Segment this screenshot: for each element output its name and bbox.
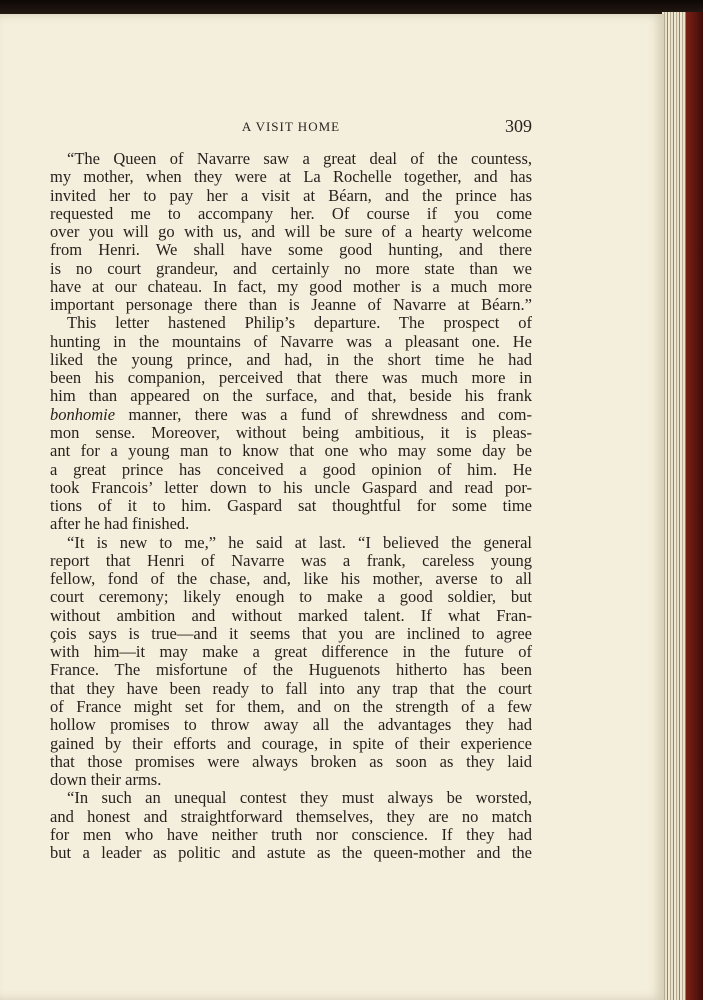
- text-line: ant for a young man to know that one who may some day be: [50, 442, 532, 461]
- text-line: France. The misfortune of the Huguenots hitherto has been: [50, 661, 532, 680]
- text-line: my mother, when they were at La Rochelle together, and has: [50, 168, 532, 187]
- text-line: down their arms.: [50, 771, 162, 790]
- text-line: invited her to pay her a visit at Béarn, and the prince has: [50, 186, 532, 205]
- text-line: took Francois’ letter down to his uncle Gaspard and read por-: [50, 478, 532, 497]
- text-line: have at our chateau. In fact, my good mother is a much more: [50, 277, 532, 296]
- text-line: “It is new to me,” he said at last. “I believed the general: [67, 533, 532, 552]
- text-line: after he had finished.: [50, 515, 190, 534]
- page-number: 309: [505, 116, 532, 136]
- text-line: bonhomie manner, there was a fund of shrewdness and com-: [50, 405, 532, 424]
- text-line: is no court grandeur, and certainly no more state than we: [50, 259, 532, 278]
- text-line: important personage there than is Jeanne of Navarre at Béarn.”: [50, 296, 532, 315]
- text-line: “In such an unequal contest they must always be worsted,: [67, 789, 532, 808]
- text-line: tions of it to him. Gaspard sat thoughtful for some time: [50, 497, 532, 516]
- text-line: hollow promises to throw away all the advantages they had: [50, 716, 532, 735]
- book-binding: [686, 12, 703, 1000]
- text-line: hunting in the mountains of Navarre was a pleasant one. He: [50, 332, 532, 351]
- text-line: of France might set for them, and on the strength of a few: [50, 697, 532, 716]
- page-header: [50, 116, 532, 140]
- text-line: gained by their efforts and courage, in spite of their experience: [50, 734, 532, 753]
- text-line: without ambition and without marked talent. If what Fran-: [50, 606, 532, 625]
- text-line: fellow, fond of the chase, and, like his mother, averse to all: [50, 570, 532, 589]
- text-line: been his companion, perceived that there was much more in: [50, 369, 532, 388]
- text-line: court ceremony; likely enough to make a good soldier, but: [50, 588, 532, 607]
- text-line: for men who have neither truth nor conscience. If they had: [50, 825, 532, 844]
- text-line: that they have been ready to fall into any trap that the court: [50, 679, 532, 698]
- text-line: that those promises were always broken as soon as they laid: [50, 752, 532, 771]
- text-line: liked the young prince, and had, in the short time he had: [50, 350, 532, 369]
- text-line: a great prince has conceived a good opinion of him. He: [50, 460, 532, 479]
- text-line: with him—it may make a great difference in the future of: [50, 643, 532, 662]
- text-line: him than appeared on the surface, and that, beside his frank: [50, 387, 532, 406]
- body-text: [50, 150, 532, 862]
- text-line: “The Queen of Navarre saw a great deal of the countess,: [67, 150, 532, 168]
- text-line: from Henri. We shall have some good hunting, and there: [50, 241, 532, 260]
- text-line: mon sense. Moreover, without being ambitious, it is pleas-: [50, 423, 532, 442]
- italic-word: bonhomie: [50, 405, 116, 424]
- text-line: requested me to accompany her. Of course if you come: [50, 204, 532, 223]
- text-line: over you will go with us, and will be sure of a hearty welcome: [50, 223, 532, 242]
- text-line: and honest and straightforward themselves, they are no match: [50, 807, 532, 826]
- text-line: report that Henri of Navarre was a frank, careless young: [50, 551, 532, 570]
- text-line: This letter hastened Philip’s departure. The prospect of: [67, 314, 532, 333]
- text-line: but a leader as politic and astute as the queen-mother and the: [50, 844, 532, 863]
- text-line: çois says is true—and it seems that you are inclined to agree: [50, 624, 532, 643]
- running-head: A VISIT HOME: [241, 119, 341, 134]
